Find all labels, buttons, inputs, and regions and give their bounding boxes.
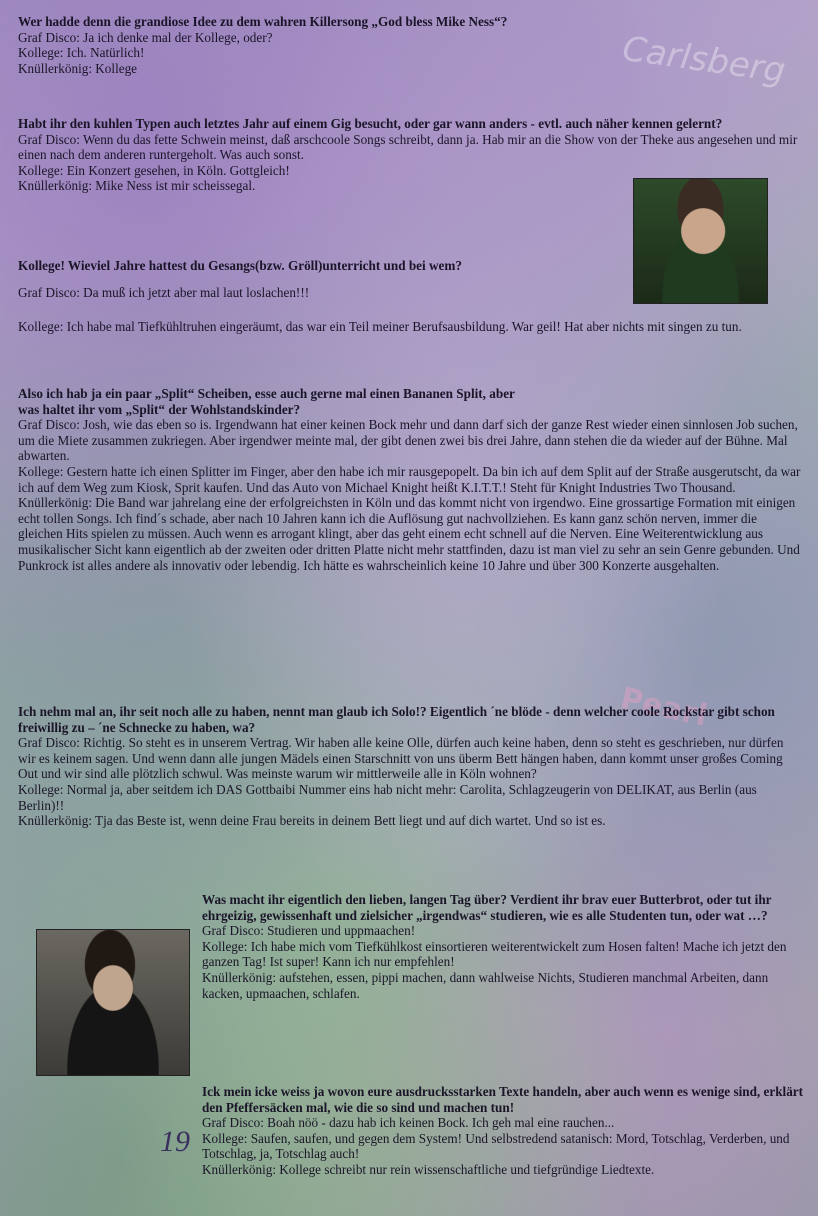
question: Ick mein icke weiss ja wovon eure ausdrucksstarken Texte handeln, aber auch wenn es wenige sind, erklärt den Pfeffersäcken mal, wie die so sind und machen tun! — [202, 1084, 804, 1115]
answer: Knüllerkönig: Tja das Beste ist, wenn deine Frau bereits in deinem Bett liegt und auf dich wartet. Und so ist es. — [18, 813, 606, 829]
interview-section-4 — [18, 386, 804, 573]
answer: Knüllerkönig: Mike Ness ist mir scheissegal. — [18, 178, 256, 194]
answer: Graf Disco: Ja ich denke mal der Kollege, oder? — [18, 29, 273, 45]
answer: Kollege: Ein Konzert gesehen, in Köln. Gottgleich! — [18, 162, 290, 178]
answer: Kollege: Saufen, saufen, und gegen dem System! Und selbstredend satanisch: Mord, Totschlag, Verderben, und Totschlag, ja, Totschlag auch! — [202, 1130, 790, 1162]
answer: Graf Disco: Studieren und uppmaachen! — [202, 923, 416, 939]
answer: Kollege: Normal ja, aber seitdem ich DAS Gottbaibi Nummer eins hab nicht mehr: Carolita, Schlagzeugerin von DELIKAT, aus Berlin (aus Berlin)!! — [18, 781, 757, 813]
interview-section-3 — [18, 256, 803, 344]
question: Wer hadde denn die grandiose Idee zu dem wahren Killersong „God bless Mike Ness“? — [18, 14, 508, 29]
pearl-background-logo: Pearl — [617, 681, 711, 734]
answer: Knüllerkönig: aufstehen, essen, pippi machen, dann wahlweise Nichts, Studieren manchmal Arbeiten, dann kacken, upmaachen, schlafen. — [202, 969, 769, 1001]
interview-section-2 — [18, 116, 803, 194]
answer: Knüllerkönig: Kollege schreibt nur rein wissenschaftliche und tiefgründige Liedtexte. — [202, 1161, 655, 1177]
answer: Kollege: Gestern hatte ich einen Splitter im Finger, aber den habe ich mir rausgepopelt. Da bin ich auf dem Split auf der Straße ausgerutscht, da war ich auf dem Weg zum Kiosk, Sprit kaufen. Und das Auto von Michael Knight heißt K.I.T.T.! Steht für Knight Industries Two Thousand. — [18, 463, 801, 495]
answer: Graf Disco: Da muß ich jetzt aber mal laut loslachen!!! — [18, 285, 310, 300]
answer: Graf Disco: Josh, wie das eben so is. Irgendwann hat einer keinen Bock mehr und dann darf sich der ganze Rest wieder einen sinnlosen Job suchen, um die Miete zusammen zukriegen. Aber irgendwer meinte mal, der gibt denen zwei bis drei Jahre, dann stehen die da wieder auf der Bühne. Mal abwarten. — [18, 417, 798, 464]
question: Habt ihr den kuhlen Typen auch letztes Jahr auf einem Gig besucht, oder gar wann anders - evtl. auch näher kennen gelernt? — [18, 116, 723, 131]
interview-section-1 — [18, 14, 788, 76]
question: Was macht ihr eigentlich den lieben, langen Tag über? Verdient ihr brav euer Butterbrot, oder tut ihr ehrgeizig, gewissenhaft und zielsicher „irgendwas“ studieren, wie es alle Studenten tun, oder wat …? — [202, 892, 772, 923]
band-member-photo-2 — [36, 929, 190, 1076]
answer: Kollege: Ich habe mich vom Tiefkühlkost einsortieren weiterentwickelt zum Hosen falten! Mache ich jetzt den ganzen Tag! Ist super! Kann ich nur empfehlen! — [202, 938, 787, 970]
question: Ich nehm mal an, ihr seit noch alle zu haben, nennt man glaub ich Solo!? Eigentlich ´ne blöde - denn welcher coole Rockstar gibt schon freiwillig zu – ´ne Schnecke zu haben, wa? — [18, 704, 775, 735]
interview-section-7 — [202, 1084, 806, 1178]
answer: Knüllerkönig: Kollege — [18, 60, 138, 76]
answer: Kollege: Ich. Natürlich! — [18, 45, 145, 61]
page-number: 19 — [160, 1125, 190, 1158]
answer: Graf Disco: Richtig. So steht es in unserem Vertrag. Wir haben alle keine Olle, dürfen auch keine haben, denn so steht es geschrieben, nur dürfen wir es keinem sagen. Und wenn dann alle jungen Mädels einen Starschnitt von uns überm Bett hängen haben, dann kommt unser großes Coming Out und wir sind alle plötzlich schwul. Was meinste warum wir mittlerweile alle in Köln wohnen? — [18, 735, 784, 782]
carlsberg-background-logo: Carlsberg — [620, 28, 788, 92]
question: Also ich hab ja ein paar „Split“ Scheiben, esse auch gerne mal einen Bananen Split, aber was haltet ihr vom „Split“ der Wohlstandskinder? — [18, 386, 515, 417]
question: Kollege! Wieviel Jahre hattest du Gesangs(bzw. Gröll)unterricht und bei wem? — [18, 258, 462, 273]
interview-section-5 — [18, 704, 804, 829]
interview-section-6 — [202, 892, 806, 1001]
answer: Graf Disco: Wenn du das fette Schwein meinst, daß arschcoole Songs schreibt, dann ja. Hab mir an die Show von der Theke aus angesehen und mir einen nach dem anderen runtergeholt. Was auch sonst. — [18, 131, 798, 163]
answer: Knüllerkönig: Die Band war jahrelang eine der erfolgreichsten in Köln und das kommt nicht von irgendwo. Eine grossartige Formation mit einigen echt tollen Songs. Ich find´s schade, aber nach 10 Jahren kann ich die Auflösung gut nachvollziehen. Es kann ganz schön nerven, immer die gleichen Hits spielen zu müssen. Auch wenn es arrogant klingt, aber das geht einem echt schnell auf die Nerven. Eine Weiterentwicklung aus musikalischer Sicht kann eigentlich ab der zweiten oder dritten Platte nicht mehr stattfinden, dazu ist man viel zu sehr an sein Genre gebunden. Und Punkrock ist alles andere als innovativ oder lebendig. Ich hätte es wahrscheinlich keine 10 Jahre und über 300 Konzerte ausgehalten. — [18, 495, 800, 573]
answer: Kollege: Ich habe mal Tiefkühltruhen eingeräumt, das war ein Teil meiner Berufsausbildung. War geil! Hat aber nichts mit singen zu tun. — [18, 319, 742, 334]
answer: Graf Disco: Boah nöö - dazu hab ich keinen Bock. Ich geh mal eine rauchen... — [202, 1115, 615, 1131]
